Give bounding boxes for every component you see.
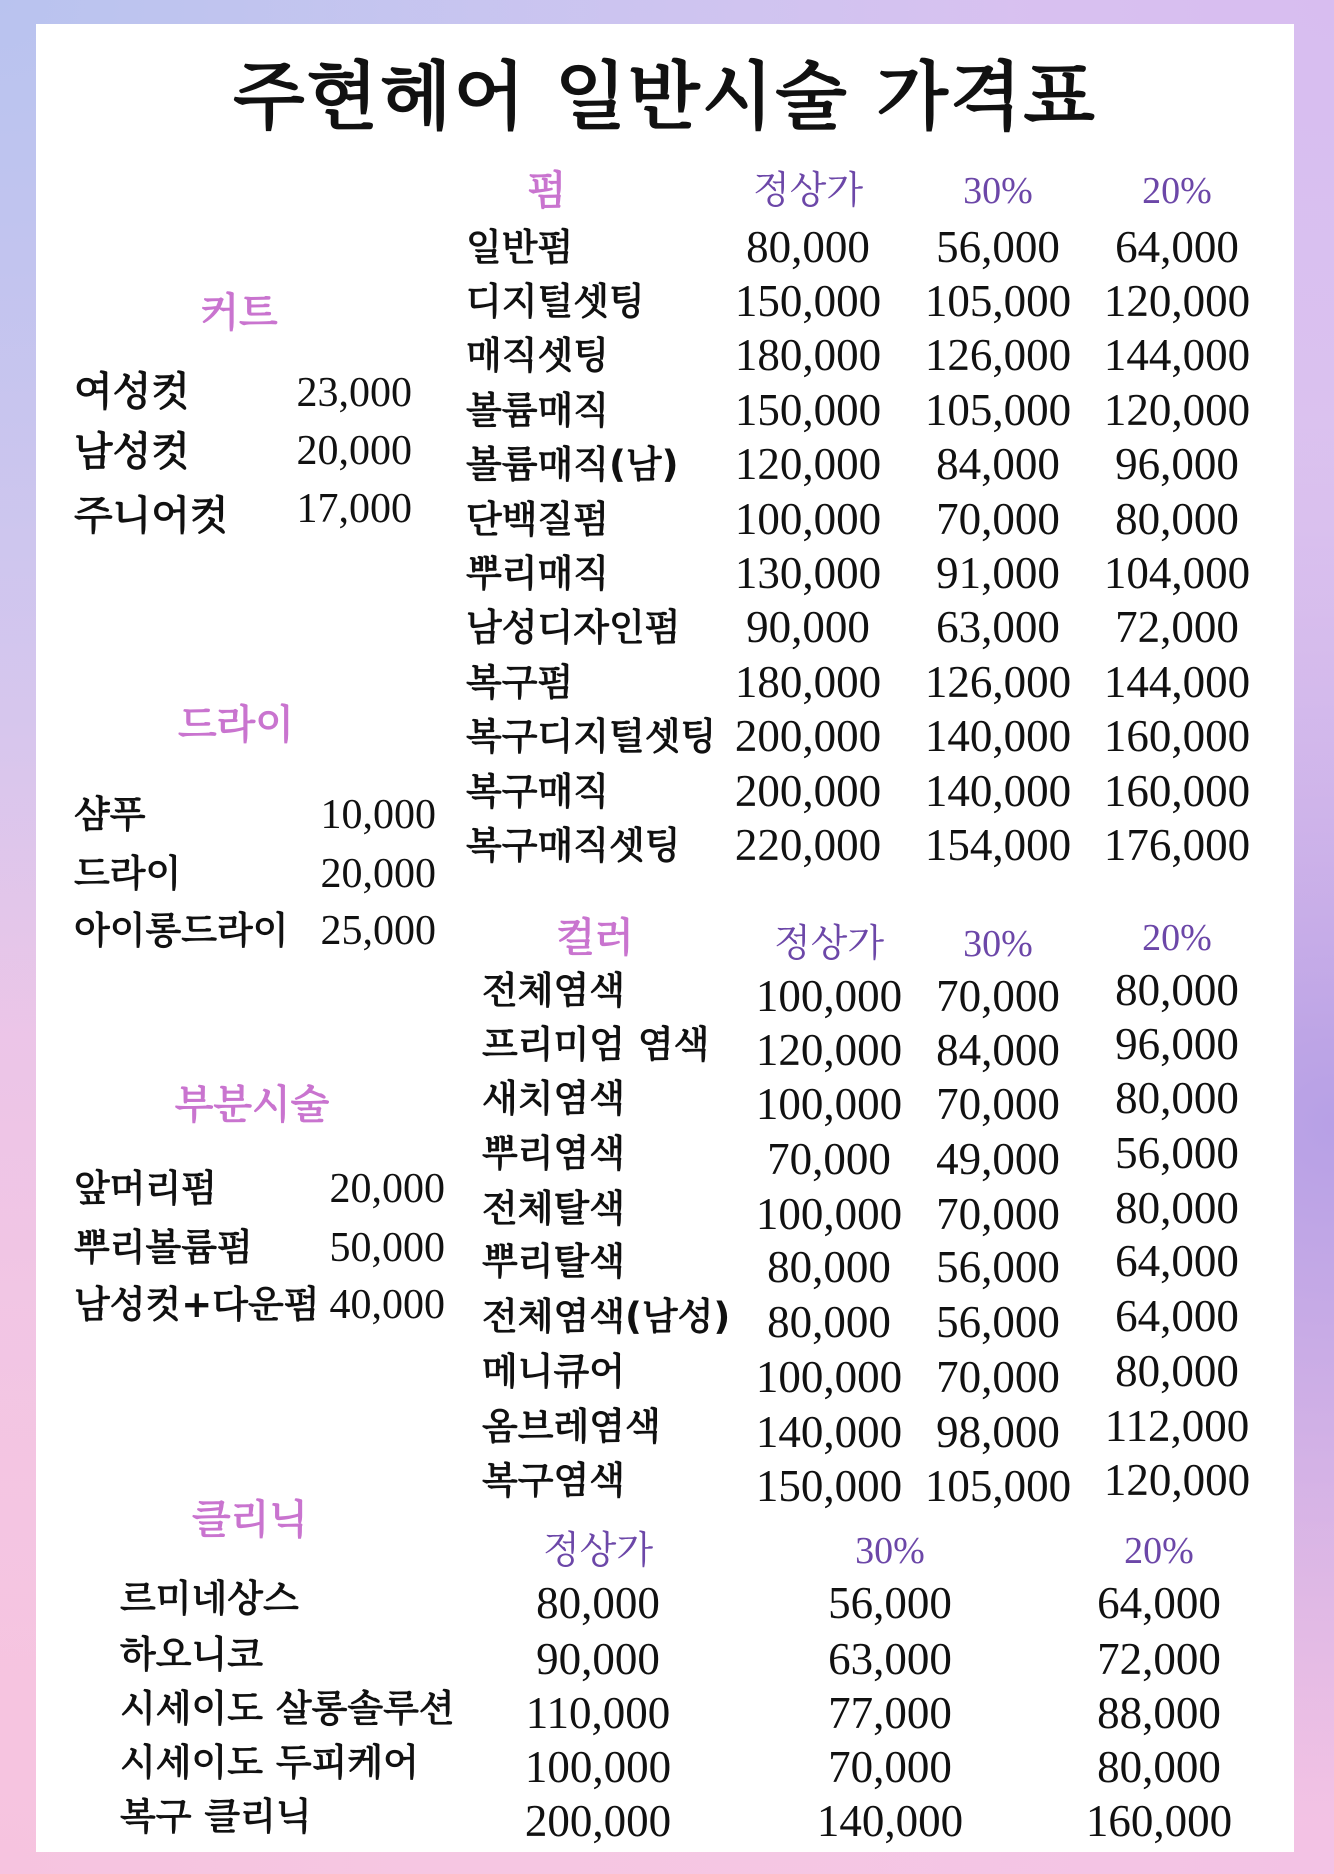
item-name: 르미네상스 [120,1577,299,1620]
price-20-percent: 80,000 [1115,1183,1239,1233]
price-20-percent: 144,000 [1103,330,1251,380]
clinic-row [36,1577,1294,1628]
price-30-percent: 70,000 [936,1079,1060,1129]
item-name: 남성컷+다운펌 [74,1283,320,1326]
column-header-20-percent: 20% [1142,917,1212,959]
regular-price: 100,000 [755,1352,903,1402]
column-header-30-percent: 30% [855,1530,925,1572]
clinic-row [36,1633,1294,1684]
item-name: 앞머리펌 [74,1167,217,1210]
price-30-percent: 63,000 [936,602,1060,652]
color-row [36,965,1294,1021]
item-name: 복구염색 [482,1459,625,1502]
item-name: 단백질펌 [466,498,609,541]
price-30-percent: 105,000 [924,1461,1072,1511]
color-row [36,1291,1294,1347]
item-name: 볼륨매직(남) [466,443,679,486]
regular-price: 200,000 [734,766,882,816]
regular-price: 80,000 [767,1297,891,1347]
price-20-percent: 72,000 [1097,1634,1221,1684]
clinic-row [36,1687,1294,1738]
color-row [36,1401,1294,1457]
regular-price: 90,000 [746,602,870,652]
price-30-percent: 84,000 [936,1025,1060,1075]
perm-row [36,330,1294,383]
price-30-percent: 70,000 [936,1352,1060,1402]
price-20-percent: 112,000 [1104,1401,1250,1451]
perm-row [36,548,1294,601]
item-name: 여성컷 [74,369,190,415]
item-price: 10,000 [320,792,436,838]
section-heading-clinic: 클리닉 [192,1497,308,1543]
price-30-percent: 63,000 [828,1634,952,1684]
clinic-row [36,1741,1294,1792]
color-row [36,1346,1294,1402]
price-30-percent: 56,000 [936,1242,1060,1292]
regular-price: 100,000 [755,971,903,1021]
price-30-percent: 70,000 [936,971,1060,1021]
item-price: 17,000 [296,486,412,532]
price-30-percent: 140,000 [816,1796,964,1846]
item-name: 뿌리볼륨펌 [74,1226,253,1269]
item-name: 복구매직 [466,770,609,813]
price-20-percent: 104,000 [1103,548,1251,598]
item-name: 아이롱드라이 [74,909,289,952]
item-name: 복구디지털셋팅 [466,715,717,758]
price-20-percent: 88,000 [1097,1688,1221,1738]
regular-price: 150,000 [734,276,882,326]
price-30-percent: 56,000 [936,222,1060,272]
item-price: 40,000 [329,1282,445,1328]
column-header-30-percent: 30% [963,923,1033,965]
item-name: 뿌리매직 [466,552,609,595]
column-header-20-percent: 20% [1124,1530,1194,1572]
price-20-percent: 80,000 [1097,1742,1221,1792]
regular-price: 150,000 [734,385,882,435]
perm-row [36,657,1294,710]
item-name: 시세이도 두피케어 [120,1741,419,1784]
color-row [36,1019,1294,1075]
price-20-percent: 64,000 [1097,1578,1221,1628]
item-name: 남성디자인펌 [466,606,681,649]
price-20-percent: 96,000 [1115,439,1239,489]
price-30-percent: 154,000 [924,820,1072,870]
item-name: 주니어컷 [74,493,229,539]
perm-row [36,222,1294,275]
price-30-percent: 105,000 [924,385,1072,435]
item-price: 25,000 [320,908,436,954]
regular-price: 100,000 [755,1189,903,1239]
price-30-percent: 49,000 [936,1134,1060,1184]
item-name: 남성컷 [74,429,190,475]
item-name: 시세이도 살롱솔루션 [120,1687,455,1730]
section-heading-partial: 부분시술 [174,1082,330,1128]
regular-price: 180,000 [734,657,882,707]
regular-price: 70,000 [767,1134,891,1184]
price-30-percent: 91,000 [936,548,1060,598]
price-20-percent: 144,000 [1103,657,1251,707]
item-price: 20,000 [329,1166,445,1212]
regular-price: 150,000 [755,1461,903,1511]
column-header-regular: 정상가 [773,923,885,965]
regular-price: 140,000 [755,1407,903,1457]
item-name: 복구펌 [466,661,574,704]
perm-row [36,766,1294,819]
regular-price: 200,000 [734,711,882,761]
item-name: 뿌리염색 [482,1132,625,1175]
price-20-percent: 64,000 [1115,1291,1239,1341]
clinic-row [36,1795,1294,1846]
price-20-percent: 160,000 [1103,711,1251,761]
item-name: 드라이 [74,852,182,895]
section-heading-dry: 드라이 [178,702,294,748]
price-20-percent: 96,000 [1115,1019,1239,1069]
item-name: 볼륨매직 [466,389,609,432]
section-heading-cut: 커트 [200,290,278,336]
perm-row [36,820,1294,873]
perm-row [36,602,1294,655]
perm-row [36,494,1294,547]
item-name: 메니큐어 [482,1350,625,1393]
price-30-percent: 56,000 [936,1297,1060,1347]
regular-price: 120,000 [755,1025,903,1075]
price-20-percent: 72,000 [1115,602,1239,652]
item-name: 하오니코 [120,1633,263,1676]
color-row [36,1128,1294,1184]
item-name: 프리미엄 염색 [482,1023,710,1066]
price-20-percent: 64,000 [1115,1236,1239,1286]
price-20-percent: 120,000 [1103,385,1251,435]
item-name: 매직셋팅 [466,334,609,377]
color-row [36,1236,1294,1292]
price-30-percent: 105,000 [924,276,1072,326]
perm-row [36,711,1294,764]
price-20-percent: 160,000 [1085,1796,1233,1846]
price-20-percent: 80,000 [1115,965,1239,1015]
perm-row [36,439,1294,492]
regular-price: 80,000 [536,1578,660,1628]
item-name: 전체탈색 [482,1187,625,1230]
price-list-card [36,24,1294,1852]
price-20-percent: 64,000 [1115,222,1239,272]
item-name: 일반펌 [466,226,574,269]
section-heading-perm: 펌 [527,168,567,214]
price-20-percent: 176,000 [1103,820,1251,870]
item-name: 전체염색 [482,969,625,1012]
price-30-percent: 98,000 [936,1407,1060,1457]
perm-row [36,276,1294,329]
regular-price: 80,000 [746,222,870,272]
item-name: 샴푸 [74,793,146,836]
item-name: 복구 클리닉 [120,1795,312,1838]
column-header-regular: 정상가 [752,170,864,212]
regular-price: 220,000 [734,820,882,870]
item-name: 뿌리탈색 [482,1240,625,1283]
item-name: 옴브레염색 [482,1405,661,1448]
price-30-percent: 84,000 [936,439,1060,489]
price-30-percent: 70,000 [936,1189,1060,1239]
page-title: 주현헤어 일반시술 가격표 [233,54,1097,140]
item-name: 디지털셋팅 [466,280,645,323]
price-20-percent: 160,000 [1103,766,1251,816]
color-row [36,1073,1294,1129]
item-price: 23,000 [296,370,412,416]
price-20-percent: 80,000 [1115,1073,1239,1123]
price-20-percent: 80,000 [1115,1346,1239,1396]
price-30-percent: 56,000 [828,1578,952,1628]
item-name: 복구매직셋팅 [466,824,681,867]
price-30-percent: 70,000 [936,494,1060,544]
item-price: 20,000 [320,851,436,897]
price-30-percent: 140,000 [924,711,1072,761]
price-20-percent: 120,000 [1103,276,1251,326]
regular-price: 130,000 [734,548,882,598]
regular-price: 100,000 [755,1079,903,1129]
price-30-percent: 70,000 [828,1742,952,1792]
price-30-percent: 77,000 [828,1688,952,1738]
item-price: 20,000 [296,428,412,474]
column-header-regular: 정상가 [542,1530,654,1572]
regular-price: 200,000 [524,1796,672,1846]
price-20-percent: 80,000 [1115,494,1239,544]
regular-price: 100,000 [524,1742,672,1792]
price-20-percent: 120,000 [1103,1455,1251,1505]
regular-price: 180,000 [734,330,882,380]
regular-price: 90,000 [536,1634,660,1684]
regular-price: 80,000 [767,1242,891,1292]
price-30-percent: 140,000 [924,766,1072,816]
perm-row [36,385,1294,438]
regular-price: 120,000 [734,439,882,489]
column-header-20-percent: 20% [1142,170,1212,212]
item-name: 새치염색 [482,1077,625,1120]
price-30-percent: 126,000 [924,330,1072,380]
column-header-30-percent: 30% [963,170,1033,212]
section-heading-color: 컬러 [556,915,634,961]
regular-price: 110,000 [525,1688,671,1738]
price-20-percent: 56,000 [1115,1128,1239,1178]
item-price: 50,000 [329,1225,445,1271]
item-name: 전체염색(남성) [482,1295,731,1338]
regular-price: 100,000 [734,494,882,544]
price-30-percent: 126,000 [924,657,1072,707]
